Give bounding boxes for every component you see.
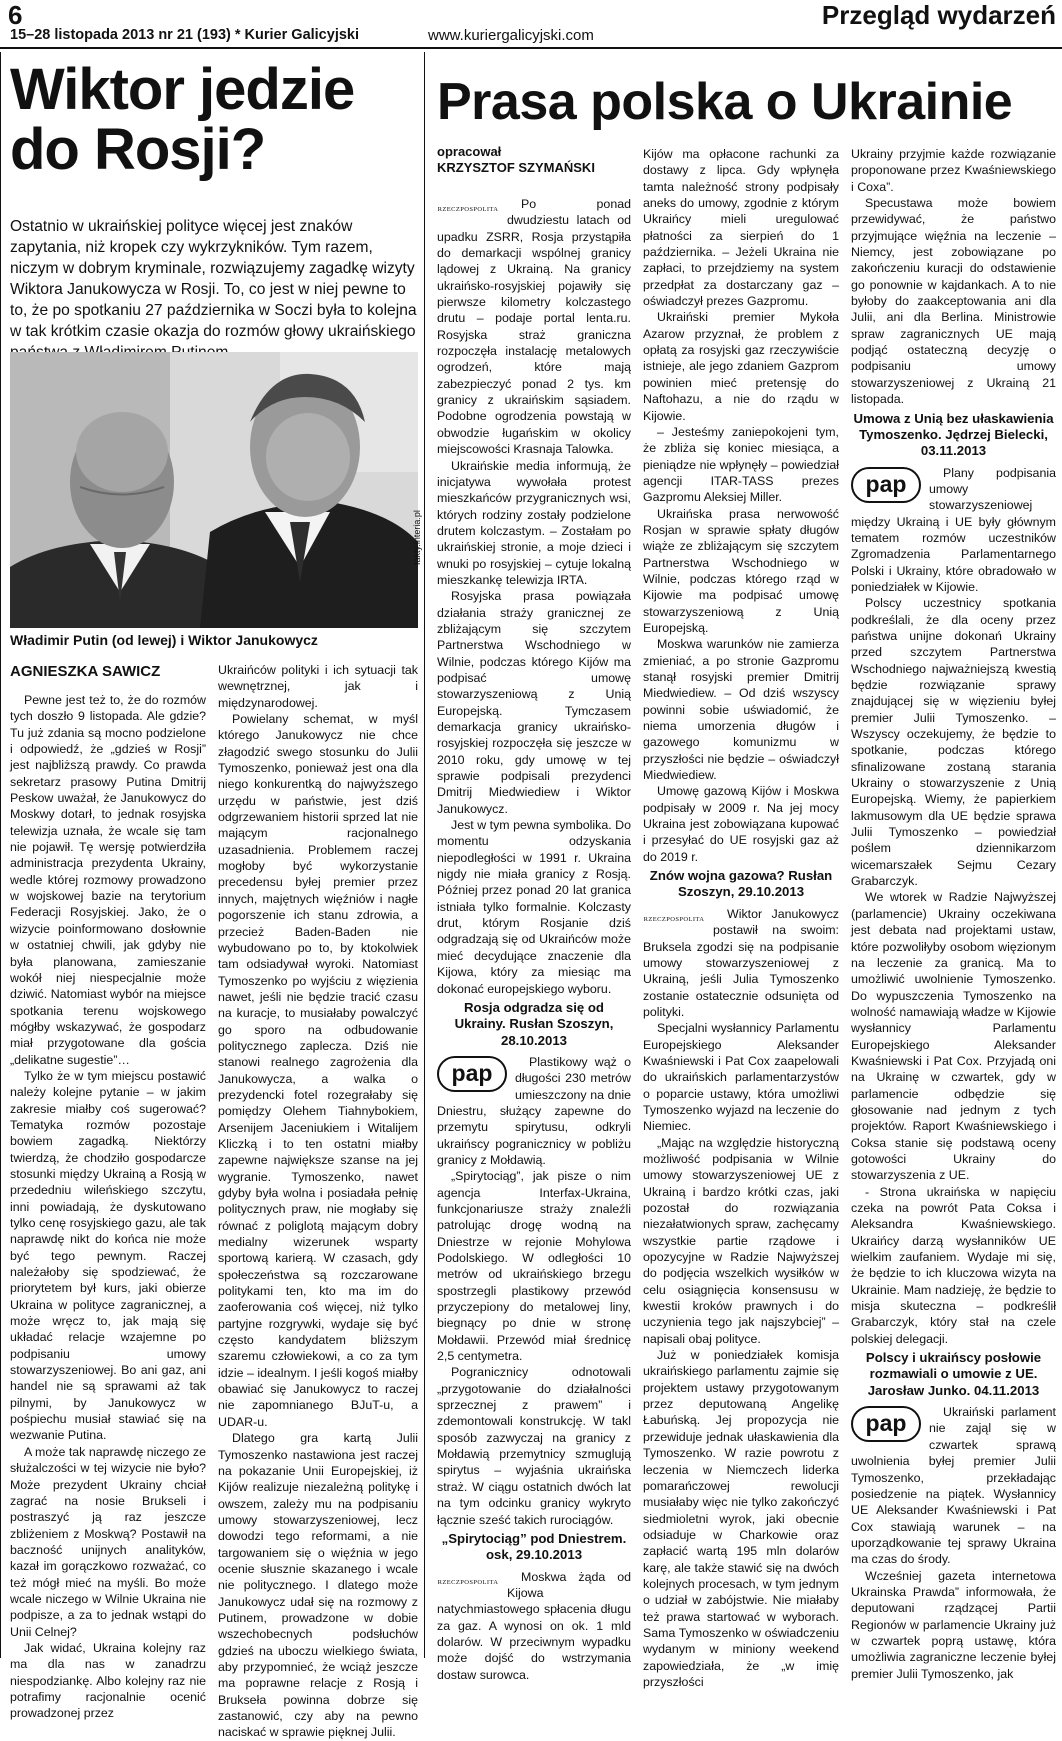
paragraph: Specustawa może bowiem przewidywać, że państwo przyjmujące więźnia na leczenie – Niemcy, jest zobowiązane po zakończeniu kuracji do odstawienie go ponownie w kajdankach. A to nie byłoby do zaakceptowania ani dla Julii, ani dla Berlina. Ministrowie spraw zagranicznych UE mają podjąć ostateczną decyzję o podpisaniu umowy stowarzyszeniowej z Ukrainą 21 listopada. (851, 196, 1056, 407)
paragraph: Specjalni wysłannicy Parlamentu Europejskiego Aleksander Kwaśniewski i Pat Cox zaapelowali do ukraińskich parlamentarzystów o poparcie ustawy, która umożliwi Tymoszenko wyjazd na leczenie do Niemiec. (643, 1021, 839, 1134)
paragraph: Po ponad dwudziestu latach od upadku ZSRR, Rosja przystąpiła do demarkacji wspólnej granicy lądowej z Ukrainą. Na granicy ukraińsko-rosyjskiej pojawiły się pierwsze kilometry kolczastego drutu – podaje portal lenta.ru. Rosyjska straż graniczna rozpoczęła instalację metalowych ogrodzeń, które mają zabezpieczyć ponad 2 tys. km granicy z ukraińskim sąsiadem. Podobne ogrodzenia powstają w obwodzie ługańskim w okolicy miejscowości Krasnaja Talowka. (437, 197, 631, 457)
paragraph: Jest w tym pewna symbolika. Do momentu odzyskania niepodległości w 1991 r. Ukraina nigdy nie miała granicy z Rosją. Później przez ponad 20 lat granica istniała tylko formalnie. Kolczasty drut, którym Rosjanie dziś odgradzają się od Ukraińców może mieć decydujące znaczenie dla Kijowa, który za miesiąc ma dokonać europejskiego wyboru. (437, 818, 631, 996)
website-link[interactable]: www.kuriergalicyjski.com (428, 27, 594, 44)
paragraph: Ukraińska prasa nerwowość Rosjan w sprawie spłaty długów wiąże ze zbliżającym się szczytem Partnerstwa Wschodniego w Wilnie, podczas którego rząd w Kijowie ma podpisać umowę stowarzyszeniową z Unią Europejską. (643, 506, 839, 635)
paragraph: Plany podpisania umowy stowarzyszeniowej między Ukrainą i UE były głównym tematem rozmów uczestników Zgromadzenia Parlamentarnego Polski i Ukrainy, które obradowało w poniedziałek w Kijowie. (851, 465, 1056, 594)
article-photo (10, 352, 418, 628)
rzeczpospolita-logo: RZECZPOSPOLITA (437, 1578, 499, 1586)
paragraph: Jak widać, Ukraina kolejny raz ma dla nas w zanadrzu niespodziankę. Albo kolejny raz nie potrafimy racjonalnie ocenić prowadzonej przez (10, 1640, 206, 1721)
paragraph: A może tak naprawdę niczego ze służalczości w tej wizycie nie było? Może prezydent Ukrainy chciał zagrać na nosie Brukseli i postraszyć ją raz jeszcze zbliżeniem z Moskwą? Postawił na baczność unijnych analityków, kazał im gorączkowo rozważać, co też mógł mieć na myśli. Bo może wcale niczego w Wilnie Ukraina nie podpisze, a za to jednak wstąpi do Unii Celnej? (10, 1444, 206, 1639)
paragraph: Tylko że w tym miejscu postawić należy kolejne pytanie – w jakim zakresie miałby coś sugerować? Tematyka rozmów pozostaje bowiem zagadką. Niektórzy twierdzą, że chodziło gospodarcze stosunki między Ukrainą a Rosją w przededniu wileńskiego szczytu, inni powiadają, że dyskutowano tylko cenę rosyjskiego gazu, ale tak naprawdę nikt do końca nie może być tego pewnym. Raczej należałoby się spodziewać, że priorytetem był kurs, jaki obierze Ukraina w polityce zagranicznej, a może wręcz to, jak mają się układać relacje wzajemne po podpisaniu umowy stowarzyszeniowej. Bo ani gaz, ani handel nie są sprawami aż tak pilnymi, by Janukowycz w pośpiechu musiał stawiać się na wezwanie Putina. (10, 1068, 206, 1443)
left-lead: Ostatnio w ukraińskiej polityce więcej jest znaków zapytania, niż kropek czy wykrzykników. Tym razem, niczym w dobrym kryminale, rozwiązujemy zagadkę wizyty Wiktora Janukowycza w Rosji. To, co jest w niej pewne to to, że po spotkaniu 27 października w Soczi była to kolejna w tak krótkim czasie okazja do rozmów głowy ukraińskiego (10, 218, 417, 340)
compiler-name: KRZYSZTOF SZYMAŃSKI (437, 160, 595, 175)
paragraph: Moskwa warunków nie zamierza zmieniać, a po stronie Gazpromu stanął rosyjski premier Dmitrij Miedwiediew. – Od dziś wszyscy powinni sobie uświadomić, że niema umorzenia długów i gazowego komunizmu w przyszłości nie będzie – oświadczył Miedwiediew. (643, 637, 839, 783)
pap-logo: pap (437, 1056, 507, 1092)
compiler-credit (437, 144, 595, 176)
right-column-3 (851, 146, 1056, 1681)
source-signature: „Spirytociąg” pod Dniestrem. osk, 29.10.2013 (441, 1530, 627, 1563)
paragraph: Kijów ma opłacone rachunki za dostawy z lipca. Gdy wpłynęła tamta należność strony podpisały aneks do umowy, zgodnie z którym Ukraińcy mieli uregulować płatności za sierpień do 1 października. – Jeżeli Ukraina nie zapłaci, to przejdziemy na system przedpłat za dostarczany gaz – oświadczył prezes Gazpromu. (643, 147, 839, 309)
page-header (0, 0, 1062, 52)
paragraph: „Spirytociąg”, jak pisze o nim agencja Interfax-Ukraina, funkcjonariusze straży znaleźli patrolując drogę wodną na Dniestrze w rejonie Mohylowa Podolskiego. W odległości 10 metrów od ukraińskiego brzegu spostrzegli plastikowy przewód przyczepiony do metalowej liny, biegnący po dnie w stronę Mołdawii. Przewód miał średnicę 2,5 centymetra. (437, 1169, 631, 1364)
paragraph: Dlatego gra kartą Julii Tymoszenko nastawiona jest raczej na pokazanie Unii Europejskiej, iż Kijów realizuje niezależną politykę i owszem, zależy mu na podpisaniu umowy stowarzyszeniowej, lecz dowodzi tego reformami, a nie targowaniem się o więźnia w jego ocenie słusznie skazanego i wcale nie politycznego. I dlatego może Janukowycz udał się na rozmowy z Putinem, prowadzone w dobie wszechobecnych podsłuchów gdzieś na uboczu wielkiego świata, aby przypomnieć, że wciąż jeszcze ma poprawne relacje z Rosją i Brukseła powinna dobrze się zastanowić, czy aby na pewno naciskać w sprawie pięknej Julii. (218, 1431, 418, 1740)
photo-caption: Władimir Putin (od lewej) i Wiktor Janukowycz (10, 632, 318, 648)
compiled-label: opracował (437, 144, 502, 159)
paragraph: We wtorek w Radzie Najwyższej (parlamencie) Ukrainy oczekiwana jest debata nad projektami ustaw, które pozwoliłyby osobom więzionym na leczenie za granicą. Ma to umożliwić uwolnienie Tymoszenko. Do wypuszczenia Tymoszenko na wolność namawiają władze w Kijowie wysłannicy Parlamentu Europejskiego Aleksander Kwaśniewski i Pat Cox. Przyjadą oni na Ukrainę w czwartek, gdy w parlamencie odbędzie się głosowanie nad jednym z tych projektów. Raport Kwaśniewskiego i Coksa stanie się podstawą oceny gotowości Ukrainy do stowarzyszenia z UE. (851, 890, 1056, 1183)
paragraph: Wcześniej gazeta internetowa Ukrainska Prawda” informowała, że deputowani rządzącej Partii Regionów w parlamencie Ukrainy już w czwartek poprą ustawę, która umożliwia zagraniczne leczenie byłej premier Julii Tymoszenko, jak (851, 1568, 1056, 1681)
section-title: Przegląd wydarzeń (821, 0, 1056, 30)
paragraph: Już w poniedziałek komisja ukraińskiego parlamentu zajmie się projektem ustawy przygotowanym przez deputowaną Angelikę Łabuńską. Jej propozycja nie przewiduje jednak ułaskawienia dla Tymoszenko. W razie powrotu z leczenia w Niemczech liderka pomarańczowej rewolucji musiałaby więc nie tylko zakończyć siedmioletni wyrok, jaki obecnie odsiaduje w Charkowie oraz zapłacić wartą 195 mln dolarów karę, ale także stawić się na dwóch kolejnych procesach, w tym jednym o udział w zabójstwie. Nie miałaby też prawa startować w wyborach. Sama Tymoszenko w oświadczeniu wydanym w miniony weekend zapowiedziała, że „w imię przyszłości (643, 1348, 839, 1689)
paragraph: „Mając na względzie historyczną możliwość podpisania w Wilnie umowy stowarzyszeniowej UE z Ukrainą i bardzo krótki czas, jaki pozostał do rozwiązania niezałatwionych spraw, zachęcamy wszystkie partie rządowe i opozycyjne w Radzie Najwyższej do podjęcia wszelkich wysiłków w celu osiągnięcia konsensusu w kwestii kroków prawnych i do uczynienia tego jak najszybciej” – napisali obaj polityce. (643, 1135, 839, 1346)
paragraph: Pogranicznicy odnotowali „przygotowanie do działalności sprzecznej z prawem” i zdemontowali konstrukcję. W takl sposób zazwyczaj na granicy z Mołdawią przemytnicy szmuglują spirytus – wyjaśnia ukraińska straż. W ciągu ostatnich dwóch lat na tym odcinku granicy wykryto łącznie sześć takich rurociągów. (437, 1365, 631, 1527)
paragraph: Ukraiński premier Mykoła Azarow przyznał, że problem z opłatą za rosyjski gaz rzeczywiście istnieje, ale jego zdaniem Gazprom powinien mieć pretensję do Naftohazu, a nie do rządu w Kijowie. (643, 310, 839, 423)
left-author: AGNIESZKA SAWICZ (10, 663, 161, 680)
left-headline: Wiktor jedzie do Rosji? (10, 57, 355, 182)
pap-logo: pap (851, 467, 921, 503)
paragraph: Ukraińców polityki i ich sytuacji tak wewnętrznej, jak i międzynarodowej. (218, 663, 418, 710)
paragraph: Moskwa żąda od Kijowa natychmiastowego spłacenia długu za gaz. A wynosi on ok. 1 mld dolarów. W przeciwnym wypadku może dojść do wstrzymania dostaw surowca. (437, 1569, 631, 1682)
page-number: 6 (8, 0, 23, 30)
paragraph: Ukraiński parlament nie zająl się w czwartek sprawą uwolnienia byłej premier Julii Tymoszenko, przekładając posiedzenie na piątek. Wysłannicy UE Aleksander Kwaśniewski i Pat Cox stawiają warunek – na uporządkowanie tej sprawy Ukraina ma czas do środy. (851, 1405, 1056, 1567)
right-column-2 (643, 146, 839, 1689)
column-divider (424, 52, 425, 1658)
issue-line: 15–28 listopada 2013 nr 21 (193) * Kurier Galicyjski (10, 27, 359, 43)
header-rule (0, 47, 1062, 49)
paragraph: Pewne jest też to, że do rozmów tych doszło 9 listopada. Ale gdzie? Tu już zdania są mocno podzielone i odpowiedź, że „gdzieś w Rosji” jest najbliższą prawdy. Co prawda sekretarz prasowy Putina Dmitrij Peskow uważał, że Janukowycz do Moskwy dotarł, to jednak rosyjska telewizja uznała, że wcale się tam nie pojawił. Tę wersję potwierdziła administracja prezydenta Ukrainy, wedle której rozmowy prowadzono w wojskowej bazie na terytorium Federacji Rosyjskiej. Jako, że o wizycie poinformowano dosłownie w ostatniej chwili, jak gdyby nie była planowana, zamieszanie wokół niej niespecjalnie może dziwić. Natomiast wybór na miejsce spotkania terenu wojskowego mógłby wskazywać, że gospodarz miał przygotowane dla gościa „delikatne sugestie”… (10, 693, 206, 1067)
paragraph: Umowę gazową Kijów i Moskwa podpisały w 2009 r. Na jej mocy Ukraina jest zobowiązana kupować i przesyłać do UE rosyjski gaz aż do 2019 r. (643, 784, 839, 864)
paragraph: – Jesteśmy zaniepokojeni tym, że zbliża się koniec miesiąca, a pieniądze nie wpłynęły – powiedział agencji ITAR-TASS prezes Gazpromu Aleksiej Miller. (643, 424, 839, 505)
photo-credit: fakty.interia.pl (412, 510, 422, 565)
pap-logo: pap (851, 1406, 921, 1442)
paragraph: Polscy uczestnicy spotkania podkreślali, że dla oceny przez państwa unijne dokonań Ukrainy przed szczytem Partnerstwa Wschodniego najważniejszą kwestią będzie rozwiązanie sprawy znajdującej się w więzieniu byłej premier Julii Tymoszenko. – Wszyscy oczekujemy, że będzie to spotkanie, podczas którego sfinalizowane zostaną starania Ukrainy o stowarzyszenie z Unią Europejską. Wiemy, że papierkiem lakmusowym dla UE będzie sprawa Julii Tymoszenko – powiedział poślem dziennikarzom wicemarszałek Sejmu Cezary Grabarczyk. (851, 596, 1056, 889)
paragraph: Wiktor Janukowycz postawił na swoim: Bruksela zgodzi się na podpisanie umowy stowarzyszeniowej z Ukrainą, jeśli Julia Tymoszenko zostanie ostatecznie odsunięta od polityki. (643, 906, 839, 1019)
paragraph: Ukrainy przyjmie każde rozwiązanie proponowane przez Kwaśniewskiego i Coxa”. (851, 147, 1056, 194)
paragraph: Powielany schemat, w myśl którego Janukowycz nie chce złagodzić swego stosunku do Julii Tymoszenko, ponieważ jest ona dla niego konkurentką do najwyższego urzędu w państwie, jest dziś odgrzewaniem historii sprzed lat nie mającym racjonalnego uzasadnienia. Problemem raczej mogłoby być wykorzystanie precedensu byłej premier przez innych, majętnych więźniów i nagłe pogorszenie ich stanu zdrowia, a przecież Baden-Baden nie wybudowano po to, by ktokolwiek tam odsiadywał wyroki. Natomiast Tymoszenko po wyjściu z więzienia nawet, jeśli nie będzie tracić czasu na kuracje, to musiałaby powalczyć go sporo na odbudowanie politycznego zaplecza. Dziś nie stanowi realnego zagrożenia dla Janukowycza, a walka o prezydencki fotel rozegrałaby się pomiędzy Olehem Tiahnybokiem, Arsenijem Jaceniukiem i Witalijem Kliczką i to ten ostatni miałby zapewne największe szanse na jej wygranie. Tymoszenko, nawet gdyby była wolna i posiadała pełnię politycznych praw, nie mogłaby się równać z poliglotą mającym dobry medialny wizerunek wsparty sportową karierą. W czasach, gdy społeczeństwa są rozczarowane politykami ten, kto ma im do zaoferowania coś więcej, niż tylko partyjne rozgrywki, wydaje się być często kandydatem bliższym szaremu człowiekowi, a co za tym idzie – idealnym. I jeśli kogoś miałby obawiać się Janukowycz to raczej nie zapomnianego BJuT-u, a UDAR-u. (218, 712, 418, 1429)
right-column-1 (437, 196, 631, 1682)
paragraph: - Strona ukraińska w napięciu czeka na powrót Pata Coksa i Aleksandra Kwaśniewskiego. Ukraińcy darzą wysłanników UE wielkim zaufaniem. Wydaje mi się, że będzie to ich kluczowa wizyta na Ukrainie. Mam nadzieję, że będzie to misja skuteczna – podkreślił Grabarczyk, który stał na czele polskiej delegacji. (851, 1184, 1056, 1346)
source-signature: Umowa z Unią bez ułaskawienia Tymoszenko. Jędrzej Bielecki, 03.11.2013 (853, 410, 1054, 459)
rzeczpospolita-logo: RZECZPOSPOLITA (643, 915, 705, 923)
paragraph: Plastikowy wąż o długości 230 metrów umieszczony na dnie Dniestru, służący zapewne do przemytu spirytusu, odkryli ukraińscy pogranicznicy w pobliżu granicy z Mołdawią. (437, 1054, 631, 1167)
left-article-frame-left (0, 52, 1, 1658)
paragraph: Rosyjska prasa powiązała działania straży granicznej ze zbliżającym się szczytem Partnerstwa Wschodniego w Wilnie, podczas którego Kijów ma podpisać umowę stowarzyszeniową z Unią Europejską. Tymczasem demarkacja granicy ukraińsko-rosyjskiej rozpoczęła się jeszcze w 2010 roku, gdy umowę w tej sprawie podpisali prezydenci Dmitrij Miedwiediew i Wiktor Janukowycz. (437, 589, 631, 816)
left-column-2 (218, 662, 418, 1740)
rzeczpospolita-logo: RZECZPOSPOLITA (437, 206, 499, 213)
paragraph: Ukraińskie media informują, że inicjatywa wywołała protest mieszkańców przygranicznych wsi, których rodziny zostały podzielone drutem kolczastym. – Zostałam po ukraińskiej stronie, a moje dzieci i wnuki po rosyjskiej – cytuje lokalną mieszkankę telewizja IRTA. (437, 458, 631, 587)
source-signature: Polscy i ukraińscy posłowie rozmawiali o umowie z UE. Jarosław Junko. 04.11.2013 (865, 1350, 1042, 1398)
source-signature: Rosja odgradza się od Ukrainy. Rusłan Szoszyn, 28.10.2013 (454, 999, 614, 1048)
source-signature: Znów wojna gazowa? Rusłan Szoszyn, 29.10.2013 (649, 868, 833, 900)
right-headline: Prasa polska o Ukrainie (437, 73, 1013, 131)
left-column-1 (10, 692, 206, 1721)
